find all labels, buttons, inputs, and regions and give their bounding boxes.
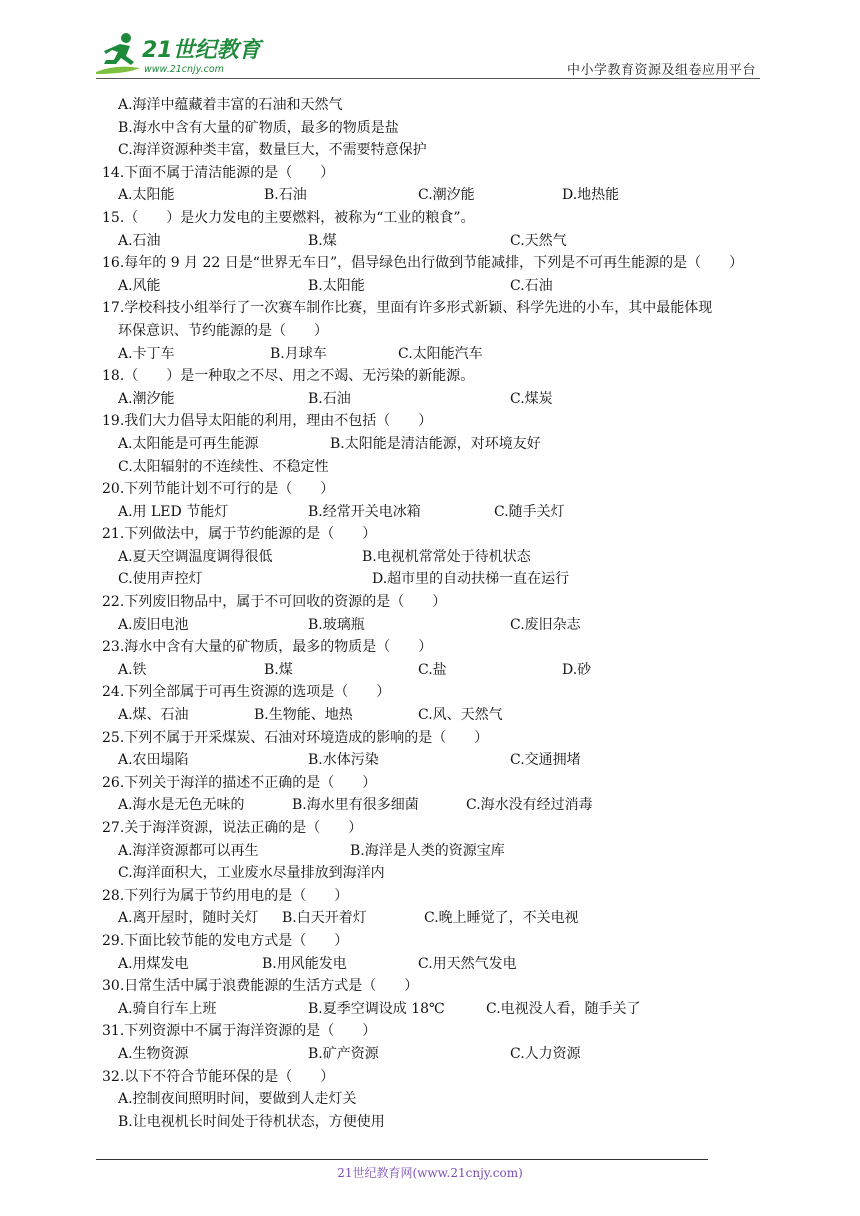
answer-options xyxy=(102,862,782,885)
answer-option: C.交通拥堵 xyxy=(510,752,581,769)
footer-divider xyxy=(96,1159,708,1160)
answer-option: A.夏天空调温度调得很低 xyxy=(118,548,273,565)
answer-option: B.让电视机长时间处于待机状态，方便使用 xyxy=(118,1113,385,1130)
answer-options xyxy=(102,794,782,817)
answer-option: B.矿产资源 xyxy=(308,1045,379,1062)
answer-options xyxy=(102,230,782,253)
answer-option: A.石油 xyxy=(118,232,161,249)
answer-options xyxy=(102,953,782,976)
question-stem: 17.学校科技小组举行了一次赛车制作比赛，里面有许多形式新颖、科学先进的小车，其中最能体现 xyxy=(102,300,713,317)
answer-option: A.太阳能 xyxy=(118,187,175,204)
answer-options xyxy=(102,184,782,207)
answer-option: C.太阳辐射的不连续性、不稳定性 xyxy=(118,458,329,475)
answer-option: B.电视机常常处于待机状态 xyxy=(362,548,531,565)
answer-options xyxy=(102,117,782,140)
answer-options xyxy=(102,433,782,456)
answer-option: A.煤、石油 xyxy=(118,707,189,724)
answer-options xyxy=(102,546,782,569)
platform-title: 中小学教育资源及组卷应用平台 xyxy=(566,63,756,78)
answer-option: 环保意识、节约能源的是（ ） xyxy=(118,322,328,339)
question-stem: 26.下列关于海洋的描述不正确的是（ ） xyxy=(102,774,377,791)
answer-options xyxy=(102,907,782,930)
answer-option: B.水体污染 xyxy=(308,752,379,769)
answer-option: B.石油 xyxy=(308,390,351,407)
answer-options xyxy=(102,94,782,117)
answer-options xyxy=(102,501,782,524)
answer-option: D.超市里的自动扶梯一直在运行 xyxy=(372,571,570,588)
answer-option: C.风、天然气 xyxy=(418,707,503,724)
answer-option: C.海水没有经过消毒 xyxy=(466,797,593,814)
answer-option: B.海水里有很多细菌 xyxy=(292,797,419,814)
answer-options xyxy=(102,1043,782,1066)
question-stem: 28.下列行为属于节约用电的是（ ） xyxy=(102,887,349,904)
question-stem: 24.下列全部属于可再生资源的选项是（ ） xyxy=(102,684,391,701)
answer-option: B.煤 xyxy=(308,232,337,249)
question-stem: 19.我们大力倡导太阳能的利用，理由不包括（ ） xyxy=(102,413,433,430)
answer-options xyxy=(102,1088,782,1111)
answer-option: A.废旧电池 xyxy=(118,616,189,633)
answer-option: B.煤 xyxy=(264,661,293,678)
answer-options xyxy=(102,343,782,366)
answer-options xyxy=(102,275,782,298)
question-stem: 25.下列不属于开采煤炭、石油对环境造成的影响的是（ ） xyxy=(102,729,489,746)
answer-options xyxy=(102,1111,782,1134)
answer-option: A.用煤发电 xyxy=(118,955,189,972)
answer-options xyxy=(102,456,782,479)
answer-option: C.人力资源 xyxy=(510,1045,581,1062)
answer-option: B.海洋是人类的资源宝库 xyxy=(350,842,505,859)
page-header xyxy=(0,0,860,82)
question-list xyxy=(102,94,782,1133)
svg-text:www.21cnjy.com: www.21cnjy.com xyxy=(144,64,224,75)
question-stem: 27.关于海洋资源，说法正确的是（ ） xyxy=(102,820,363,836)
answer-option: C.用天然气发电 xyxy=(418,955,517,972)
answer-option: A.太阳能是可再生能源 xyxy=(118,435,259,452)
answer-option: C.石油 xyxy=(510,277,553,294)
answer-option: B.夏季空调设成 18℃ xyxy=(308,1000,445,1017)
answer-option: A.农田塌陷 xyxy=(118,752,189,769)
answer-option: B.用风能发电 xyxy=(262,955,347,972)
answer-option: C.电视没人看，随手关了 xyxy=(486,1000,641,1017)
answer-options xyxy=(102,139,782,162)
answer-option: B.海水中含有大量的矿物质，最多的物质是盐 xyxy=(118,119,399,136)
answer-options xyxy=(102,388,782,411)
question-stem: 20.下列节能计划不可行的是（ ） xyxy=(102,481,335,498)
answer-option: A.海水是无色无味的 xyxy=(118,797,245,814)
answer-options xyxy=(102,840,782,863)
answer-option: C.天然气 xyxy=(510,232,567,249)
answer-option: C.随手关灯 xyxy=(494,503,565,520)
answer-option: A.控制夜间照明时间，要做到人走灯关 xyxy=(118,1091,357,1108)
footer-source: 21世纪教育网(www.21cnjy.com) xyxy=(337,1166,523,1180)
answer-option: B.太阳能 xyxy=(308,277,365,294)
runner-icon xyxy=(96,33,140,74)
answer-options xyxy=(102,614,782,637)
answer-option: A.离开屋时，随时关灯 xyxy=(118,910,259,927)
answer-option: A.骑自行车上班 xyxy=(118,1000,217,1017)
question-stem: 29.下面比较节能的发电方式是（ ） xyxy=(102,932,349,949)
answer-options xyxy=(102,320,782,343)
answer-option: D.地热能 xyxy=(562,187,620,204)
answer-option: B.白天开着灯 xyxy=(282,910,367,927)
answer-options xyxy=(102,998,782,1021)
answer-options xyxy=(102,659,782,682)
answer-option: A.潮汐能 xyxy=(118,390,175,407)
question-stem: 18.（ ）是一种取之不尽、用之不竭、无污染的新能源。 xyxy=(102,368,475,385)
answer-option: A.用 LED 节能灯 xyxy=(118,503,229,520)
answer-option: C.晚上睡觉了，不关电视 xyxy=(424,910,579,927)
answer-option: A.生物资源 xyxy=(118,1045,189,1062)
answer-option: B.经常开关电冰箱 xyxy=(308,503,421,520)
answer-option: B.玻璃瓶 xyxy=(308,616,365,633)
answer-option: B.石油 xyxy=(264,187,307,204)
answer-options xyxy=(102,704,782,727)
answer-option: C.海洋资源种类丰富，数量巨大，不需要特意保护 xyxy=(118,142,427,159)
answer-option: C.煤炭 xyxy=(510,390,553,407)
answer-option: A.海洋资源都可以再生 xyxy=(118,842,259,859)
answer-option: A.铁 xyxy=(118,661,147,678)
question-stem: 16.每年的 9 月 22 日是“世界无车日”，倡导绿色出行做到节能减排，下列是不可再生能源的是（ ） xyxy=(102,255,744,272)
header-divider xyxy=(96,78,760,79)
answer-option: A.卡丁车 xyxy=(118,345,175,362)
answer-option: C.使用声控灯 xyxy=(118,571,203,588)
site-logo xyxy=(96,30,266,76)
answer-option: C.废旧杂志 xyxy=(510,616,581,633)
question-stem: 30.日常生活中属于浪费能源的生活方式是（ ） xyxy=(102,978,419,995)
answer-option: B.生物能、地热 xyxy=(254,707,353,724)
question-stem: 31.下列资源中不属于海洋资源的是（ ） xyxy=(102,1023,377,1040)
answer-options xyxy=(102,568,782,591)
question-stem: 23.海水中含有大量的矿物质，最多的物质是（ ） xyxy=(102,639,433,656)
answer-option: A.海洋中蕴藏着丰富的石油和天然气 xyxy=(118,97,343,113)
answer-option: D.砂 xyxy=(562,661,592,678)
answer-option: C.盐 xyxy=(418,661,447,678)
question-stem: 14.下面不属于清洁能源的是（ ） xyxy=(102,164,335,181)
question-stem: 15.（ ）是火力发电的主要燃料，被称为“工业的粮食”。 xyxy=(102,209,475,226)
answer-option: A.风能 xyxy=(118,277,161,294)
svg-text:21世纪教育: 21世纪教育 xyxy=(142,38,261,63)
answer-option: C.海洋面积大，工业废水尽量排放到海洋内 xyxy=(118,865,385,882)
question-stem: 21.下列做法中，属于节约能源的是（ ） xyxy=(102,526,377,543)
question-stem: 22.下列废旧物品中，属于不可回收的资源的是（ ） xyxy=(102,594,447,611)
question-stem: 32.以下不符合节能环保的是（ ） xyxy=(102,1068,335,1085)
answer-option: C.潮汐能 xyxy=(418,187,475,204)
answer-options xyxy=(102,749,782,772)
answer-option: B.太阳能是清洁能源，对环境友好 xyxy=(330,435,541,452)
answer-option: B.月球车 xyxy=(270,345,327,362)
answer-option: C.太阳能汽车 xyxy=(398,345,483,362)
